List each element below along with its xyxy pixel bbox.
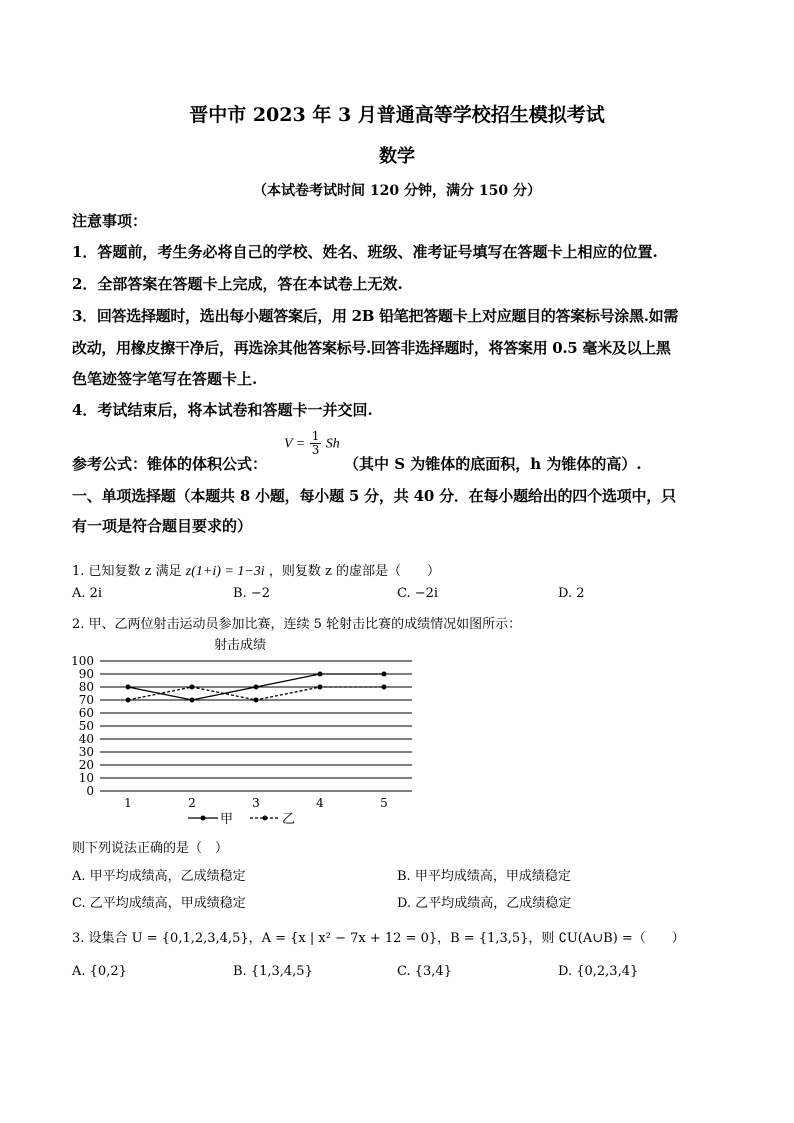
q2-stem: 2. 甲、乙两位射击运动员参加比赛，连续 5 轮射击比赛的成绩情况如图所示： — [72, 617, 522, 632]
q3-option-b: B. {1,3,4,5} — [233, 964, 313, 979]
formula-numerator: 1 — [311, 429, 320, 443]
formula-note: （其中 S 为锥体的底面积，h 为锥体的高）. — [344, 455, 642, 473]
notice-item-2: 2．全部答案在答题卡上完成，答在本试卷上无效. — [72, 275, 403, 293]
point-jia-1 — [126, 685, 131, 690]
q1-stem-b: ，则复数 z 的虚部是（ ） — [268, 564, 440, 579]
q1-stem — [72, 560, 440, 580]
point-yi-1 — [126, 698, 131, 703]
chart-x-ticks — [124, 796, 388, 810]
point-jia-3 — [254, 685, 259, 690]
q1-expression: z(1+i) = 1−3i — [185, 564, 265, 579]
chart-grid — [100, 661, 412, 791]
notice-item-1: 1．答题前，考生务必将自己的学校、姓名、班级、准考证号填写在答题卡上相应的位置. — [72, 243, 658, 261]
q2-prompt: 则下列说法正确的是（ ） — [72, 841, 229, 856]
y-tick-label-30: 30 — [78, 745, 94, 759]
notice-item-4: 4．考试结束后，将本试卷和答题卡一并交回. — [72, 401, 373, 419]
y-tick-label-70: 70 — [78, 693, 94, 707]
q3-option-a: A. {0,2} — [72, 964, 127, 979]
q3-option-c: C. {3,4} — [397, 964, 452, 979]
legend-label-jia: 甲 — [220, 812, 234, 827]
x-tick-label-2: 2 — [188, 796, 196, 810]
y-tick-label-100: 100 — [71, 654, 94, 668]
point-yi-5 — [382, 685, 387, 690]
legend-label-yi: 乙 — [282, 812, 296, 827]
section-heading-1: 一、单项选择题（本题共 8 小题，每小题 5 分，共 40 分．在每小题给出的四个选项中，只 — [72, 487, 676, 505]
formula-label: 参考公式：锥体的体积公式： — [72, 455, 268, 473]
legend-marker-jia — [201, 816, 206, 821]
q2-option-d: D. 乙平均成绩高，乙成绩稳定 — [397, 896, 572, 911]
y-tick-label-20: 20 — [78, 758, 94, 772]
point-jia-2 — [190, 698, 195, 703]
q2-option-c: C. 乙平均成绩高，甲成绩稳定 — [72, 896, 246, 911]
section-heading-2: 有一项是符合题目要求的） — [72, 517, 253, 535]
y-tick-label-40: 40 — [78, 732, 94, 746]
x-tick-label-1: 1 — [124, 796, 132, 810]
chart-y-ticks — [71, 654, 94, 798]
q2-option-a: A. 甲平均成绩高，乙成绩稳定 — [72, 869, 246, 884]
y-tick-label-50: 50 — [78, 719, 94, 733]
q3-stem: 3. 设集合 U = {0,1,2,3,4,5}，A = {x | x² − 7x + 12 = 0}，B = {1,3,5}，则 ∁U(A∪B) =（ ） — [72, 931, 685, 946]
point-jia-4 — [318, 672, 323, 677]
formula-lhs: V = — [284, 436, 306, 452]
q1-stem-a: 1. 已知复数 z 满足 — [72, 564, 182, 579]
point-jia-5 — [382, 672, 387, 677]
formula-rhs: Sh — [325, 436, 340, 452]
legend-marker-yi — [263, 816, 268, 821]
y-tick-label-0: 0 — [86, 784, 94, 798]
point-yi-2 — [190, 685, 195, 690]
chart-title: 射击成绩 — [213, 638, 267, 653]
page-title: 晋中市 2023 年 3 月普通高等学校招生模拟考试 — [189, 104, 605, 126]
notice-item-3: 3．回答选择题时，选出每小题答案后，用 2B 铅笔把答题卡上对应题目的答案标号涂黑.如需 — [72, 307, 679, 325]
y-tick-label-10: 10 — [78, 771, 94, 785]
x-tick-label-4: 4 — [316, 796, 324, 810]
q1-option-b: B. −2 — [233, 586, 270, 601]
q3-option-d: D. {0,2,3,4} — [558, 964, 639, 979]
subject-title: 数学 — [379, 146, 415, 167]
point-yi-3 — [254, 698, 259, 703]
formula-denominator: 3 — [311, 443, 320, 457]
formula-fraction — [310, 430, 322, 457]
q2-option-b: B. 甲平均成绩高，甲成绩稳定 — [397, 869, 571, 884]
q1-option-d: D. 2 — [558, 586, 585, 601]
q1-option-c: C. −2i — [397, 586, 439, 601]
cone-volume-formula — [284, 430, 340, 457]
notice-heading: 注意事项： — [72, 212, 148, 230]
shooting-score-chart — [60, 632, 430, 837]
chart-legend — [188, 812, 295, 827]
notice-item-3-cont: 改动，用橡皮擦干净后，再选涂其他答案标号.回答非选择题时，将答案用 0.5 毫米及以上黑 — [72, 339, 671, 357]
x-tick-label-5: 5 — [380, 796, 388, 810]
time-note: （本试卷考试时间 120 分钟，满分 150 分） — [253, 183, 541, 199]
x-tick-label-3: 3 — [252, 796, 260, 810]
y-tick-label-90: 90 — [78, 667, 94, 681]
y-tick-label-80: 80 — [78, 680, 94, 694]
y-tick-label-60: 60 — [78, 706, 94, 720]
q1-option-a: A. 2i — [72, 586, 103, 601]
point-yi-4 — [318, 685, 323, 690]
notice-item-3-end: 色笔迹签字笔写在答题卡上. — [72, 370, 258, 388]
